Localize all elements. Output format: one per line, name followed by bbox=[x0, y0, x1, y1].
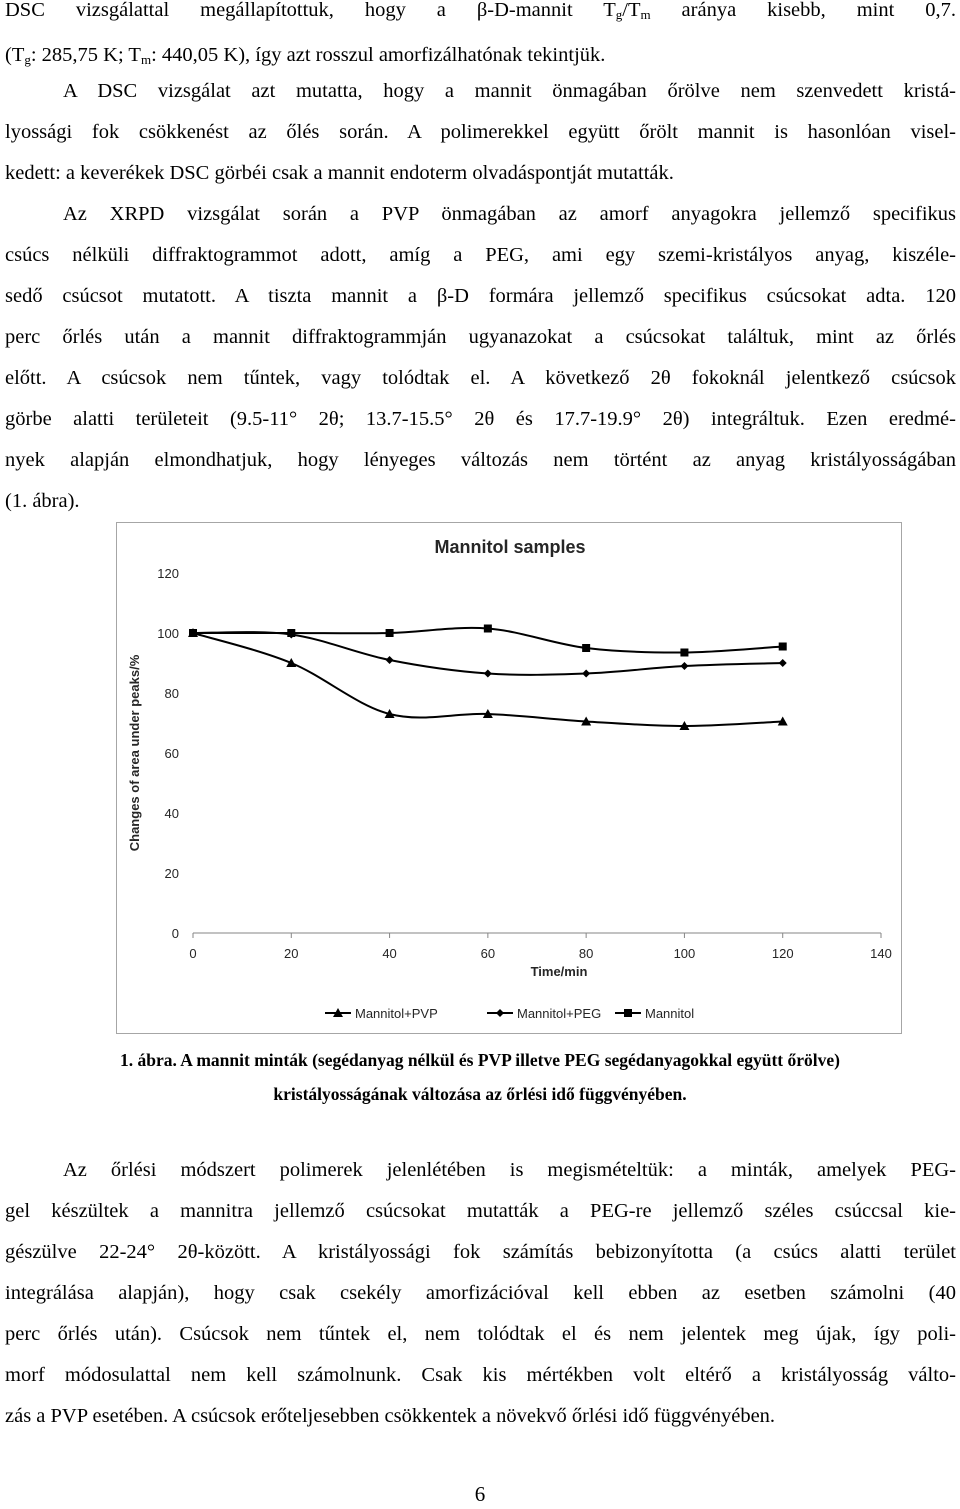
x-tick-label: 100 bbox=[673, 946, 696, 961]
data-point-1 bbox=[779, 659, 787, 667]
data-point-1 bbox=[386, 656, 394, 664]
legend-marker bbox=[496, 1009, 504, 1017]
y-axis-label: Changes of area under peaks/% bbox=[127, 654, 142, 852]
y-tick-label: 80 bbox=[164, 686, 179, 701]
x-tick-label: 20 bbox=[284, 946, 299, 961]
series-line-1 bbox=[193, 632, 783, 675]
legend-marker bbox=[624, 1009, 632, 1017]
text-line: DSC vizsgálattal megállapítottuk, hogy a β-D-mannit $T_g/T_m$ aránya kisebb, mint 0,7. bbox=[5, 0, 956, 22]
text-line: Az XRPD vizsgálat során a PVP önmagában az amorf anyagokra jellemző specifikus bbox=[63, 203, 956, 225]
text-line: csúcs nélküli diffraktogrammot adott, amíg a PEG, ami egy szemi-kristályos anyag, kiszéle- bbox=[5, 244, 956, 266]
text-line: ($T_g$: 285,75 K; $T_m$: 440,05 K), így azt rosszul amorfizálhatónak tekintjük. bbox=[5, 44, 606, 67]
text-line: perc őrlés után). Csúcsok nem tűntek el, nem tolódtak el és nem jelentek meg újak, így poli- bbox=[5, 1323, 956, 1345]
data-point-2 bbox=[189, 629, 197, 637]
x-tick-label: 60 bbox=[480, 946, 496, 961]
paragraph-dsc-ratio bbox=[5, 0, 956, 80]
y-tick-label: 60 bbox=[164, 746, 179, 761]
y-tick-label: 0 bbox=[171, 926, 179, 941]
x-tick-label: 0 bbox=[189, 946, 197, 961]
data-point-1 bbox=[484, 670, 492, 678]
chart-title: Mannitol samples bbox=[434, 537, 586, 557]
text-line: lyossági fok csökkenést az őlés során. A polimerekkel együtt őrölt mannit is hasonlóan visel- bbox=[5, 121, 956, 143]
legend-entry: Mannitol+PVP bbox=[355, 1006, 438, 1021]
page-number: 6 bbox=[474, 1482, 486, 1506]
data-point-1 bbox=[680, 662, 688, 670]
text-line: görbe alatti területeit (9.5-11° 2θ; 13.7-15.5° 2θ és 17.7-19.9° 2θ) integráltuk. Ezen eredmé- bbox=[5, 408, 956, 430]
data-point-2 bbox=[582, 644, 590, 652]
text-line: A DSC vizsgálat azt mutatta, hogy a mannit önmagában őrölve nem szenvedett kristá- bbox=[63, 80, 956, 102]
caption-line: 1. ábra. A mannit minták (segédanyag nélkül és PVP illetve PEG segédanyagokkal együtt őrölve) bbox=[120, 1050, 840, 1070]
text-line: morf módosulattal nem kell számolnunk. Csak kis mértékben volt eltérő a kristályosság válto- bbox=[5, 1364, 956, 1386]
text-line: integrálása alapján), hogy csak csekély amorfizációval kell ebben az esetben számolni (40 bbox=[5, 1282, 956, 1304]
text-line: gészülve 22-24° 2θ-között. A kristályossági fok számítás bebizonyította (a csúcs alatti terület bbox=[5, 1241, 956, 1263]
figure-caption bbox=[40, 1043, 920, 1111]
data-point-2 bbox=[484, 625, 492, 633]
text-line: nyek alapján elmondhatjuk, hogy lényeges változás nem történt az anyag kristályosságában bbox=[5, 449, 956, 471]
text-line: sedő csúcsot mutatott. A tiszta mannit a β-D formára jellemző specifikus csúcsokat adta. 120 bbox=[5, 285, 956, 307]
line-chart bbox=[117, 523, 903, 1035]
text-line: gel készültek a mannitra jellemző csúcsokat mutatták a PEG-re jellemző széles csúccsal kie- bbox=[5, 1200, 956, 1222]
paragraph-xrpd bbox=[5, 194, 956, 522]
chart-figure bbox=[116, 522, 902, 1034]
x-axis-label: Time/min bbox=[530, 964, 588, 979]
paragraph-polymer-milling bbox=[5, 1150, 956, 1437]
caption-line: kristályosságának változása az őrlési idő függvényében. bbox=[273, 1084, 687, 1104]
legend-entry: Mannitol+PEG bbox=[517, 1006, 602, 1021]
text-line: Az őrlési módszert polimerek jelenlétében is megismételtük: a minták, amelyek PEG- bbox=[63, 1159, 956, 1181]
data-point-2 bbox=[386, 629, 394, 637]
text-line: zás a PVP esetében. A csúcsok erőteljesebben csökkentek a növekvő őrlési idő függvényében. bbox=[5, 1405, 776, 1427]
text-line: (1. ábra). bbox=[5, 490, 80, 512]
x-tick-label: 40 bbox=[382, 946, 397, 961]
y-tick-label: 120 bbox=[157, 566, 179, 581]
data-point-2 bbox=[779, 643, 787, 651]
paragraph-dsc-result bbox=[5, 71, 956, 194]
data-point-2 bbox=[680, 649, 688, 657]
y-tick-label: 100 bbox=[157, 626, 179, 641]
x-tick-label: 140 bbox=[870, 946, 892, 961]
data-point-1 bbox=[582, 670, 590, 678]
legend-entry: Mannitol bbox=[645, 1006, 695, 1021]
y-tick-label: 20 bbox=[164, 866, 179, 881]
text-line: előtt. A csúcsok nem tűntek, vagy tolódtak el. A következő 2θ fokoknál jelentkező csúcsok bbox=[5, 367, 956, 389]
text-line: kedett: a keverékek DSC görbéi csak a mannit endoterm olvadáspontját mutatták. bbox=[5, 162, 674, 184]
text-line: perc őrlés után a mannit diffraktogrammján ugyanazokat a csúcsokat találtuk, mint az őrlés bbox=[5, 326, 956, 348]
x-tick-label: 120 bbox=[771, 946, 794, 961]
data-point-2 bbox=[287, 629, 295, 637]
x-tick-label: 80 bbox=[578, 946, 594, 961]
y-tick-label: 40 bbox=[164, 806, 179, 821]
